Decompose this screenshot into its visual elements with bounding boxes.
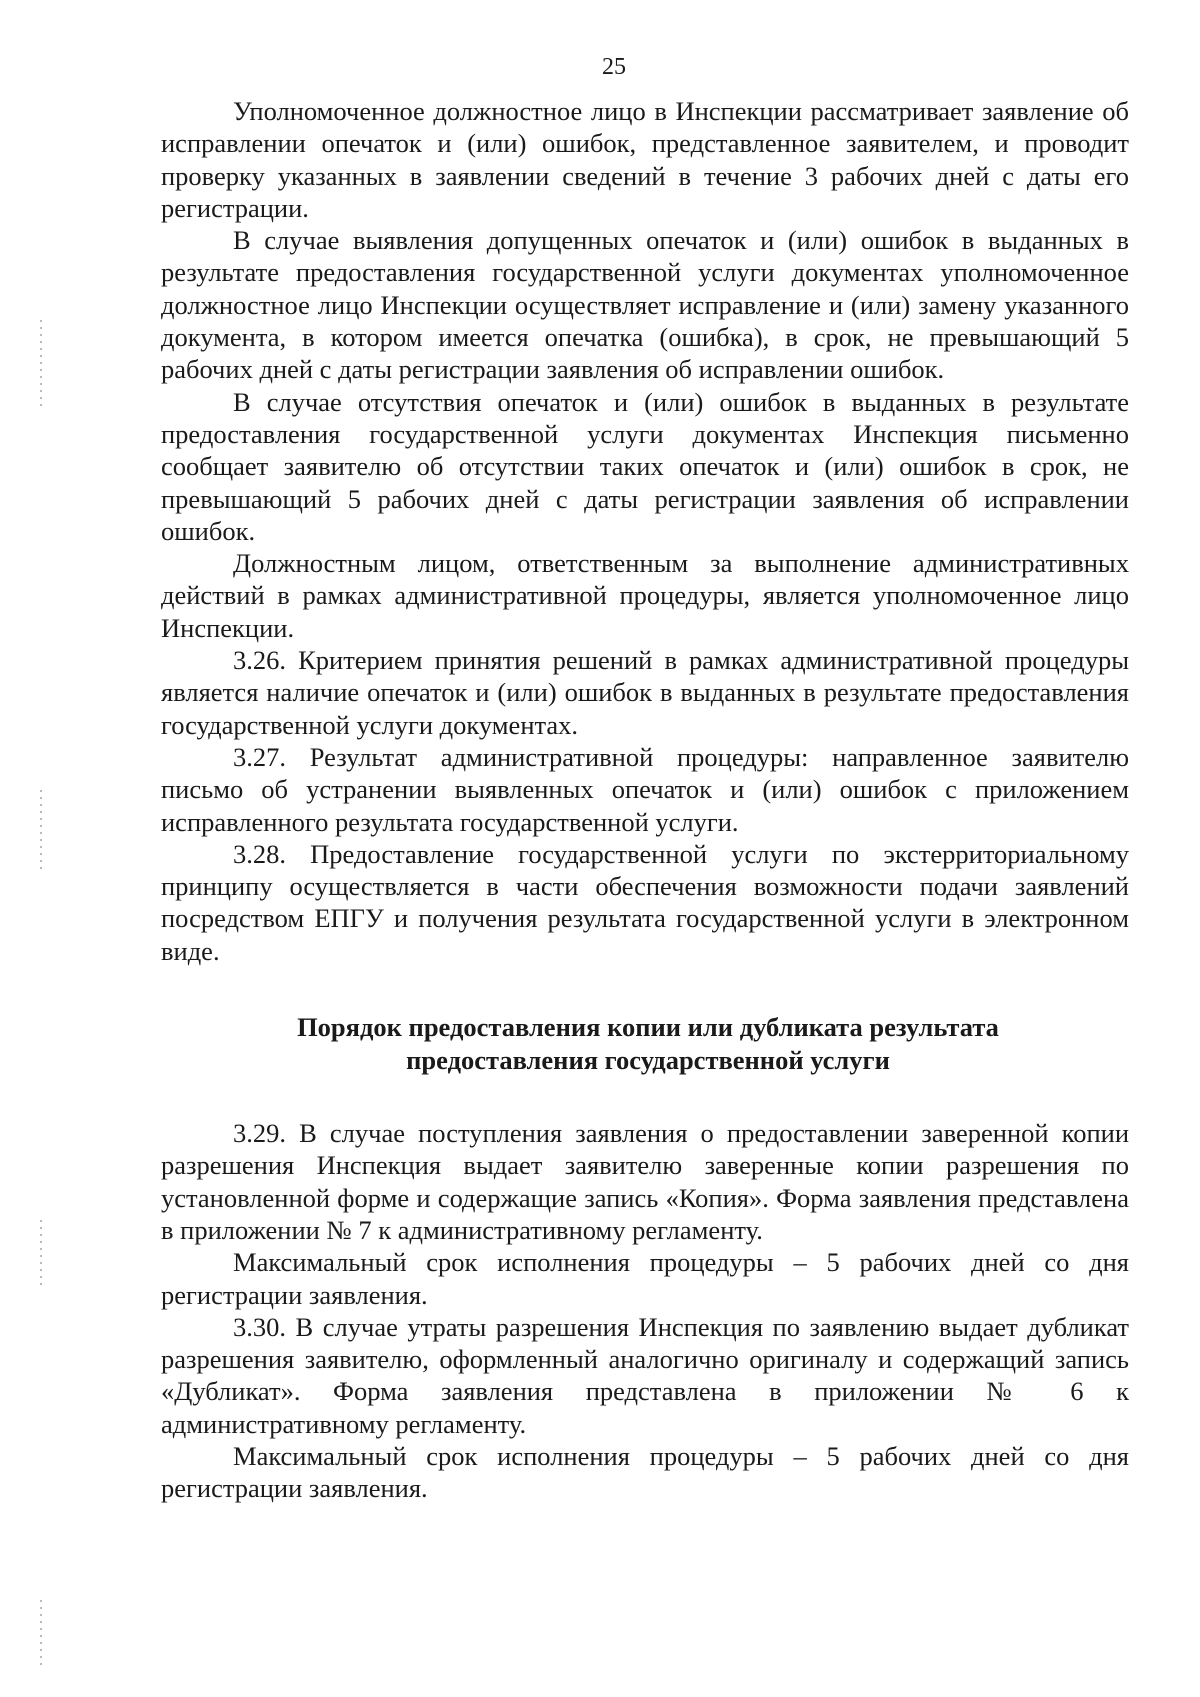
section-heading-line: Порядок предоставления копии или дубликата результата [297, 1012, 999, 1043]
section-heading [161, 1011, 1129, 1077]
margin-scan-marks [40, 320, 42, 410]
document-body [161, 95, 1129, 1505]
paragraph-3-26: 3.26. Критерием принятия решений в рамках административной процедуры является наличие опечаток и (или) ошибок в выданных в результате предоставления государственной услуги документах. [161, 645, 1129, 740]
paragraph-3-30: 3.30. В случае утраты разрешения Инспекция по заявлению выдает дубликат разрешения заявителю, оформленный аналогично оригиналу и содержащий запись «Дубликат». Форма заявления представлена в приложении № 6 к административному регламенту. [161, 1311, 1129, 1439]
paragraph-3-27: 3.27. Результат административной процедуры: направленное заявителю письмо об устранении выявленных опечаток и (или) ошибок с приложением исправленного результата государственной услуги. [161, 741, 1129, 837]
paragraph-3-29: 3.29. В случае поступления заявления о предоставлении заверенной копии разрешения Инспекция выдает заявителю заверенные копии разрешения по установленной форме и содержащие запись «Копия». Форма заявления представлена в приложении № 7 к административному регламенту. [161, 1118, 1129, 1245]
paragraph: Максимальный срок исполнения процедуры – 5 рабочих дней со дня регистрации заявления. [161, 1440, 1129, 1504]
paragraph: Максимальный срок исполнения процедуры – 5 рабочих дней со дня регистрации заявления. [161, 1247, 1129, 1310]
paragraph: Уполномоченное должностное лицо в Инспекции рассматривает заявление об исправлении опечаток и (или) ошибок, представленное заявителем, и проводит проверку указанных в заявлении сведений в течение 3 рабочих дней с даты его регистрации. [161, 96, 1129, 223]
margin-scan-marks [40, 1220, 42, 1290]
paragraph: В случае выявления допущенных опечаток и (или) ошибок в выданных в результате предоставления государственной услуги документах уполномоченное должностное лицо Инспекции осуществляет исправление и (или) замену указанного документа, в котором имеется опечатка (ошибка), в срок, не превышающий 5 рабочих дней с даты регистрации заявления об исправлении ошибок. [161, 225, 1129, 385]
paragraph: В случае отсутствия опечаток и (или) ошибок в выданных в результате предоставления государственной услуги документах Инспекция письменно сообщает заявителю об отсутствии таких опечаток и (или) ошибок в срок, не превышающий 5 рабочих дней с даты регистрации заявления об исправлении ошибок. [161, 386, 1129, 546]
section-heading-line: предоставления государственной услуги [406, 1045, 890, 1076]
margin-scan-marks [40, 790, 42, 870]
paragraph: Должностным лицом, ответственным за выполнение административных действий в рамках административной процедуры, является уполномоченное лицо Инспекции. [161, 548, 1129, 643]
margin-scan-marks [40, 1600, 42, 1670]
page-number: 25 [602, 54, 626, 80]
paragraph-3-28: 3.28. Предоставление государственной услуги по экстерриториальному принципу осуществляется в части обеспечения возможности подачи заявлений посредством ЕПГУ и получения результата государственной услуги в электронном виде. [161, 838, 1129, 966]
